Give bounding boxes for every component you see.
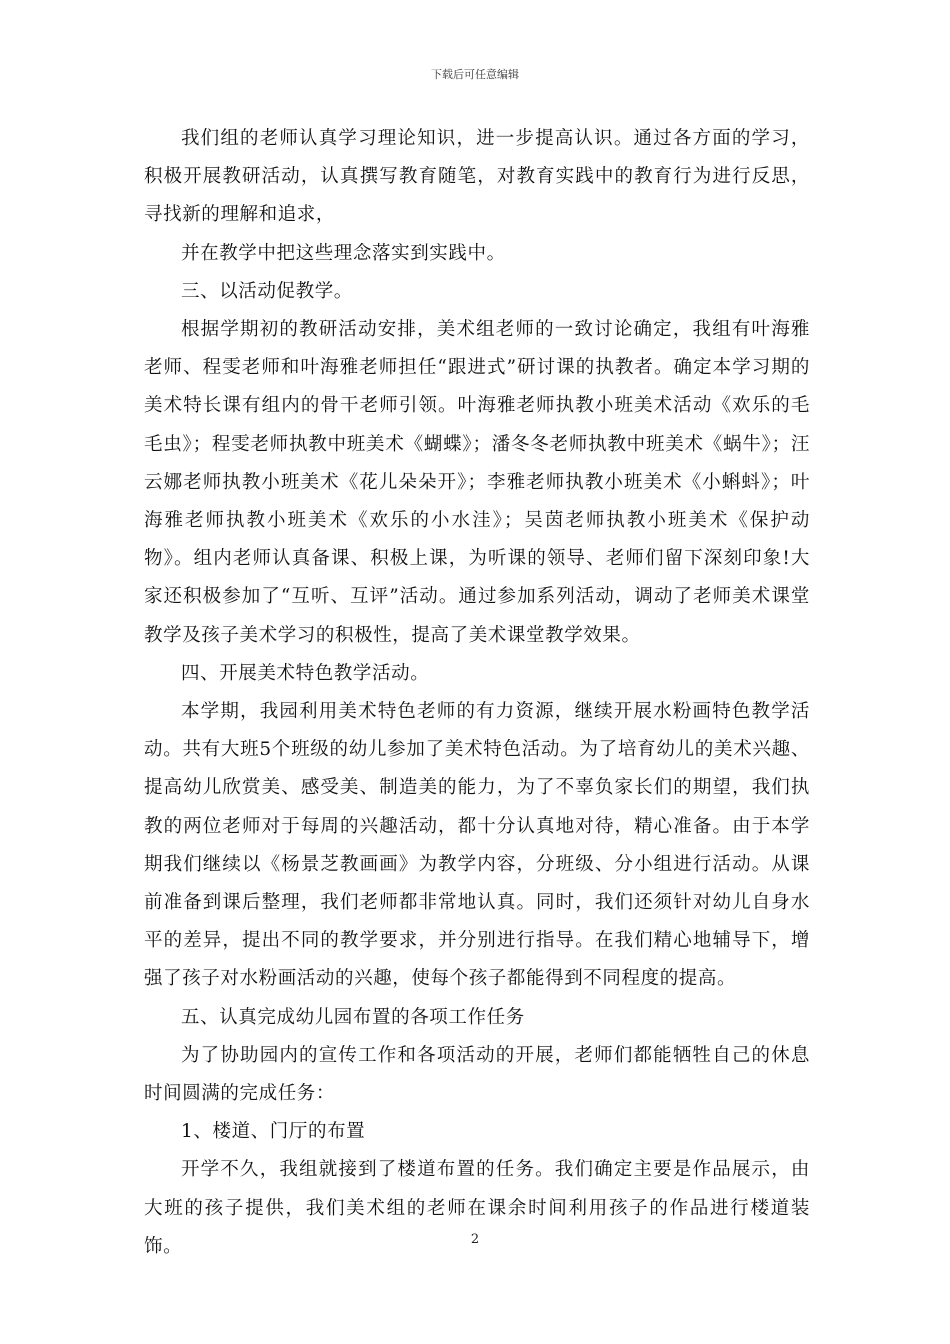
section-heading: 四、开展美术特色教学活动。 [181, 662, 430, 684]
page-header: 下载后可任意编辑 [431, 68, 519, 81]
document-body [144, 120, 810, 1266]
paragraph: 本学期，我园利用美术特色老师的有力资源，继续开展水粉画特色教学活动。共有大班5个班级的幼儿参加了美术特色活动。为了培育幼儿的美术兴趣、提高幼儿欣赏美、感受美、制造美的能力，为了不辜负家长们的期望，我们执教的两位老师对于每周的兴趣活动，都十分认真地对待，精心准备。由于本学期我们继续以《杨景芝教画画》为教学内容，分班级、分小组进行活动。从课前准备到课后整理，我们老师都非常地认真。同时，我们还须针对幼儿自身水平的差异，提出不同的教学要求，并分别进行指导。在我们精心地辅导下，增强了孩子对水粉画活动的兴趣，使每个孩子都能得到不同程度的提高。 [144, 701, 810, 990]
paragraph: 我们组的老师认真学习理论知识，进一步提高认识。通过各方面的学习，积极开展教研活动，认真撰写教育随笔，对教育实践中的教育行为进行反思，寻找新的理解和追求， [144, 128, 810, 226]
section-heading: 五、认真完成幼儿园布置的各项工作任务 [181, 1006, 525, 1028]
section-heading: 三、以活动促教学。 [181, 280, 353, 302]
paragraph: 并在教学中把这些理念落实到实践中。 [181, 242, 506, 264]
paragraph: 根据学期初的教研活动安排，美术组老师的一致讨论确定，我组有叶海雅老师、程雯老师和叶海雅老师担任“跟进式”研讨课的执教者。确定本学习期的美术特长课有组内的骨干老师引领。叶海雅老师执教小班美术活动《欢乐的毛毛虫》；程雯老师执教中班美术《蝴蝶》；潘冬冬老师执教中班美术《蜗牛》；汪云娜老师执教小班美术《花儿朵朵开》；李雅老师执教小班美术《小蝌蚪》；叶海雅老师执教小班美术《欢乐的小水洼》；吴茵老师执教小班美术《保护动物》。组内老师认真备课、积极上课，为听课的领导、老师们留下深刻印象!大家还积极参加了“互听、互评”活动。通过参加系列活动，调动了老师美术课堂教学及孩子美术学习的积极性，提高了美术课堂教学效果。 [144, 319, 810, 646]
paragraph: 为了协助园内的宣传工作和各项活动的开展，老师们都能牺牲自己的休息时间圆满的完成任务： [144, 1044, 810, 1105]
subsection-heading: 1、楼道、门厅的布置 [181, 1121, 366, 1143]
page-number: 2 [470, 1232, 480, 1247]
paragraph: 开学不久，我组就接到了楼道布置的任务。我们确定主要是作品展示，由大班的孩子提供，我们美术组的老师在课余时间利用孩子的作品进行楼道装饰。 [144, 1159, 810, 1257]
